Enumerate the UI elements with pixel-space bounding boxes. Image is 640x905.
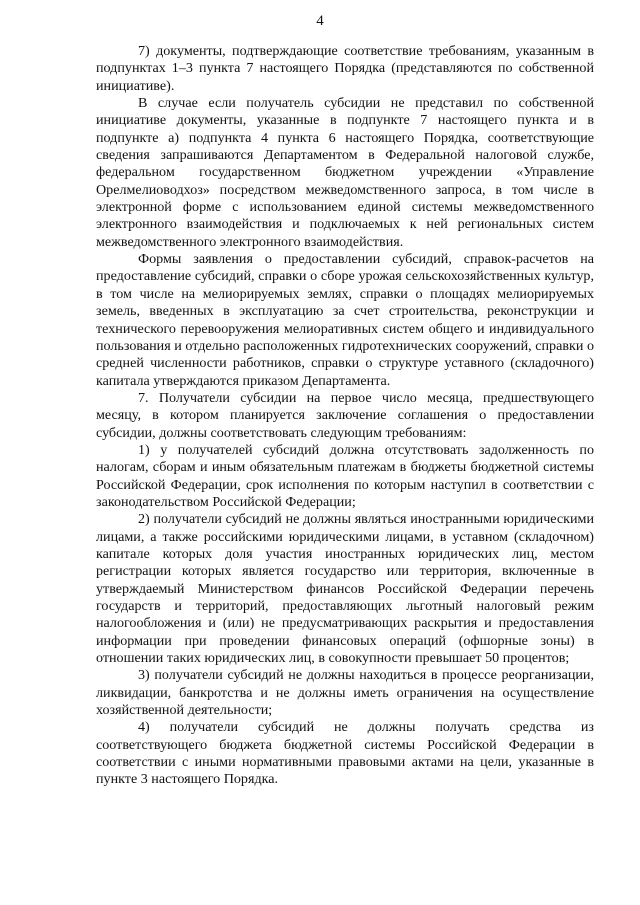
paragraph-requirement-3: 3) получатели субсидий не должны находиться в процессе реорганизации, ликвидации, банкротства и не должны иметь ограничения на осуществление хозяйственной деятельности; bbox=[96, 667, 594, 719]
document-body bbox=[96, 43, 594, 789]
paragraph-application-forms: Формы заявления о предоставлении субсидий, справок-расчетов на предоставление субсидий, справки о сборе урожая сельскохозяйственных культур, в том числе на мелиорируемых землях, справки о площадях мелиорируемых земель, введенных в эксплуатацию за счет строительства, реконструкции и технического перевооружения мелиоративных систем общего и индивидуального пользования и отдельно расположенных гидротехнических сооружений, справки о средней численности работников, справки о структуре уставного (складочного) капитала утверждаются приказом Департамента. bbox=[96, 251, 594, 389]
paragraph-interagency-request: В случае если получатель субсидии не представил по собственной инициативе документы, указанные в подпункте 7 настоящего пункта и в подпункте а) подпункта 4 пункта 6 настоящего Порядка, соответствующие сведения запрашиваются Департаментом в Федеральной налоговой службе, федеральном государственном бюджетном учреждении «Управление Орелмелиоводхоз» посредством межведомственного запроса, в том числе в электронной форме с использованием единой системы межведомственного электронного взаимодействия и подключаемых к ней региональных систем межведомственного электронного взаимодействия. bbox=[96, 95, 594, 250]
page-number: 4 bbox=[316, 13, 324, 29]
paragraph-section-7-requirements: 7. Получатели субсидии на первое число месяца, предшествующего месяцу, в котором планируется заключение соглашения о предоставлении субсидии, должны соответствовать следующим требованиям: bbox=[96, 389, 594, 441]
paragraph-requirement-1: 1) у получателей субсидий должна отсутствовать задолженность по налогам, сборам и иным обязательным платежам в бюджеты бюджетной системы Российской Федерации, срок исполнения по которым наступил в соответствии с законодательством Российской Федерации; bbox=[96, 441, 594, 510]
paragraph-requirement-4: 4) получатели субсидий не должны получать средства из соответствующего бюджета бюджетной системы Российской Федерации в соответствии с иными нормативными правовыми актами на цели, указанные в пункте 3 настоящего Порядка. bbox=[96, 719, 594, 788]
paragraph-item-7-documents: 7) документы, подтверждающие соответствие требованиям, указанным в подпунктах 1–3 пункта 7 настоящего Порядка (представляются по собственной инициативе). bbox=[96, 43, 594, 94]
paragraph-requirement-2: 2) получатели субсидий не должны являться иностранными юридическими лицами, а также российскими юридическими лицами, в уставном (складочном) капитале которых доля участия иностранных юридических лиц, местом регистрации которых является государство или территория, включенные в утверждаемый Министерством финансов Российской Федерации перечень государств и территорий, предоставляющих льготный налоговый режим налогообложения и (или) не предусматривающих раскрытия и предоставления информации при проведении финансовых операций (офшорные зоны) в отношении таких юридических лиц, в совокупности превышает 50 процентов; bbox=[96, 511, 594, 667]
